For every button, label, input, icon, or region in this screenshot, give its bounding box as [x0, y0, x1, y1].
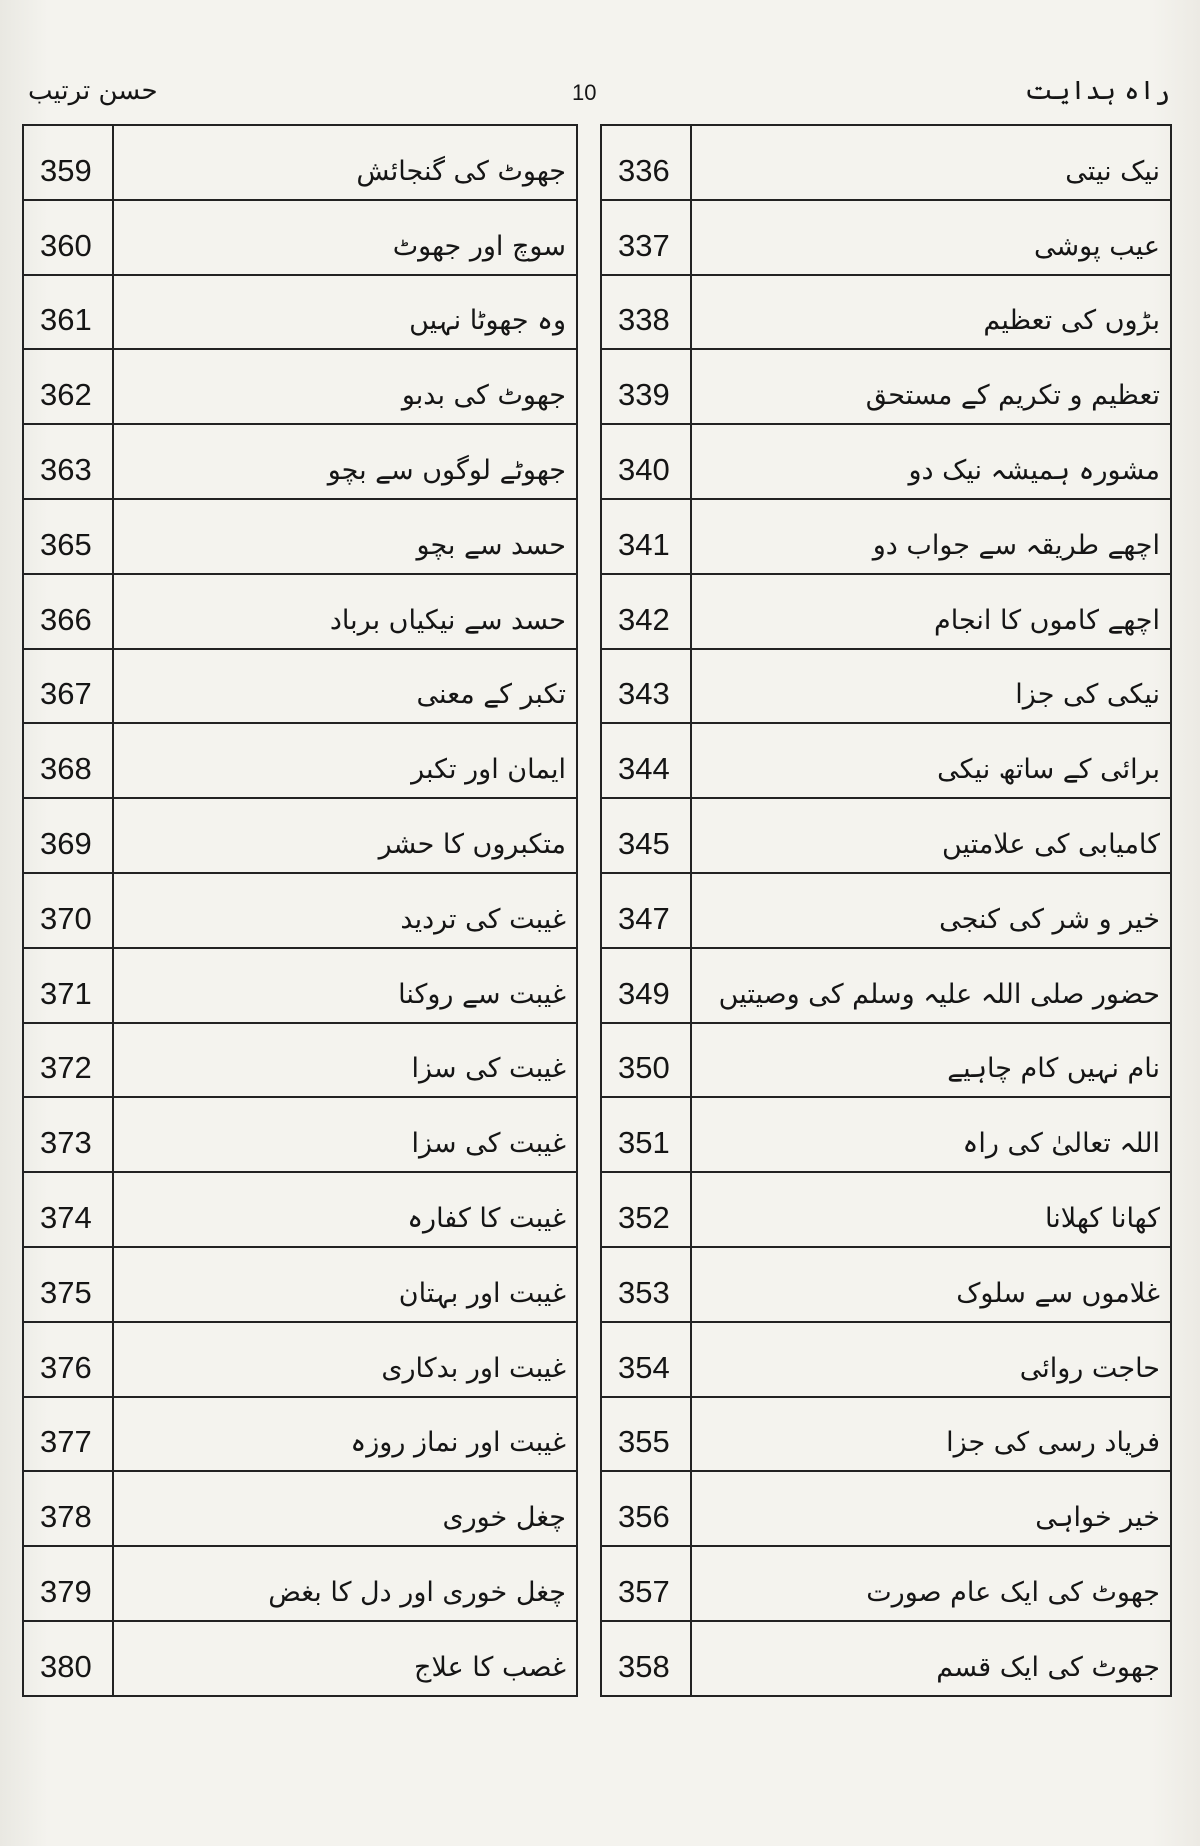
toc-row — [23, 574, 577, 649]
toc-row — [601, 499, 1171, 574]
toc-page-number: 376 — [23, 1322, 113, 1397]
toc-page-number: 358 — [601, 1621, 691, 1696]
toc-entry-title: نیک نیتی — [691, 125, 1171, 200]
toc-row — [601, 798, 1171, 873]
toc-page-number: 371 — [23, 948, 113, 1023]
toc-page-number: 355 — [601, 1397, 691, 1472]
toc-row — [23, 349, 577, 424]
toc-row — [23, 1097, 577, 1172]
toc-entry-title: کامیابی کی علامتیں — [691, 798, 1171, 873]
toc-entry-title: تعظیم و تکریم کے مستحق — [691, 349, 1171, 424]
running-title-left: حسن ترتیب — [28, 76, 158, 106]
toc-entry-title: اللہ تعالیٰ کی راہ — [691, 1097, 1171, 1172]
toc-entry-title: تکبر کے معنی — [113, 649, 577, 724]
toc-page-number: 361 — [23, 275, 113, 350]
toc-page-number: 343 — [601, 649, 691, 724]
toc-page-number: 374 — [23, 1172, 113, 1247]
toc-page-number: 372 — [23, 1023, 113, 1098]
toc-page-number: 360 — [23, 200, 113, 275]
toc-row — [601, 1397, 1171, 1472]
toc-row — [23, 200, 577, 275]
toc-page-number: 340 — [601, 424, 691, 499]
toc-table-left — [22, 124, 578, 1697]
toc-page-number: 336 — [601, 125, 691, 200]
toc-entry-title: چغل خوری — [113, 1471, 577, 1546]
toc-row — [23, 798, 577, 873]
toc-entry-title: فریاد رسی کی جزا — [691, 1397, 1171, 1472]
toc-entry-title: چغل خوری اور دل کا بغض — [113, 1546, 577, 1621]
toc-entry-title: حضور صلی اللہ علیہ وسلم کی وصیتیں — [691, 948, 1171, 1023]
toc-row — [601, 1621, 1171, 1696]
toc-page-number: 341 — [601, 499, 691, 574]
toc-row — [601, 649, 1171, 724]
toc-row — [601, 349, 1171, 424]
toc-page-number: 350 — [601, 1023, 691, 1098]
toc-row — [23, 1546, 577, 1621]
toc-page-number: 373 — [23, 1097, 113, 1172]
toc-entry-title: جھوٹ کی بدبو — [113, 349, 577, 424]
toc-page-number: 356 — [601, 1471, 691, 1546]
toc-page-number: 369 — [23, 798, 113, 873]
toc-row — [601, 1247, 1171, 1322]
toc-row — [23, 1247, 577, 1322]
toc-page-number: 365 — [23, 499, 113, 574]
toc-entry-title: جھوٹ کی ایک قسم — [691, 1621, 1171, 1696]
toc-page-number: 344 — [601, 723, 691, 798]
toc-page-number: 349 — [601, 948, 691, 1023]
toc-row — [23, 1322, 577, 1397]
toc-row — [23, 948, 577, 1023]
toc-page-number: 380 — [23, 1621, 113, 1696]
toc-entry-title: عیب پوشی — [691, 200, 1171, 275]
toc-page-number: 362 — [23, 349, 113, 424]
toc-entry-title: وہ جھوٹا نہیں — [113, 275, 577, 350]
toc-entry-title: نیکی کی جزا — [691, 649, 1171, 724]
toc-page-number: 368 — [23, 723, 113, 798]
toc-row — [23, 499, 577, 574]
toc-row — [23, 1023, 577, 1098]
toc-entry-title: جھوٹ کی گنجائش — [113, 125, 577, 200]
toc-row — [23, 723, 577, 798]
toc-row — [601, 873, 1171, 948]
toc-row — [601, 275, 1171, 350]
toc-row — [23, 1471, 577, 1546]
toc-entry-title: غیبت کی تردید — [113, 873, 577, 948]
toc-row — [23, 1172, 577, 1247]
toc-page-number: 363 — [23, 424, 113, 499]
toc-entry-title: غیبت اور بدکاری — [113, 1322, 577, 1397]
toc-row — [601, 723, 1171, 798]
toc-entry-title: خیر و شر کی کنجی — [691, 873, 1171, 948]
toc-page-number: 354 — [601, 1322, 691, 1397]
toc-entry-title: غیبت اور بہتان — [113, 1247, 577, 1322]
toc-page-number: 353 — [601, 1247, 691, 1322]
toc-row — [601, 424, 1171, 499]
toc-entry-title: برائی کے ساتھ نیکی — [691, 723, 1171, 798]
toc-entry-title: متکبروں کا حشر — [113, 798, 577, 873]
toc-page-number: 357 — [601, 1546, 691, 1621]
toc-page-number: 377 — [23, 1397, 113, 1472]
page-header — [0, 76, 1200, 116]
toc-entry-title: حسد سے بچو — [113, 499, 577, 574]
toc-entry-title: سوچ اور جھوٹ — [113, 200, 577, 275]
toc-row — [601, 574, 1171, 649]
toc-row — [601, 125, 1171, 200]
toc-row — [23, 1621, 577, 1696]
toc-page-number: 375 — [23, 1247, 113, 1322]
toc-entry-title: اچھے طریقہ سے جواب دو — [691, 499, 1171, 574]
toc-row — [601, 1023, 1171, 1098]
toc-table-right — [600, 124, 1172, 1697]
toc-page-number: 359 — [23, 125, 113, 200]
toc-page-number: 347 — [601, 873, 691, 948]
toc-entry-title: غیبت کی سزا — [113, 1097, 577, 1172]
toc-entry-title: مشورہ ہمیشہ نیک دو — [691, 424, 1171, 499]
toc-page-number: 379 — [23, 1546, 113, 1621]
toc-row — [23, 424, 577, 499]
toc-row — [601, 1097, 1171, 1172]
toc-row — [601, 1546, 1171, 1621]
toc-row — [23, 275, 577, 350]
toc-row — [23, 125, 577, 200]
toc-row — [601, 1322, 1171, 1397]
toc-entry-title: جھوٹ کی ایک عام صورت — [691, 1546, 1171, 1621]
toc-page-number: 342 — [601, 574, 691, 649]
toc-entry-title: خیر خواہی — [691, 1471, 1171, 1546]
toc-row — [23, 1397, 577, 1472]
toc-row — [601, 1172, 1171, 1247]
toc-row — [601, 1471, 1171, 1546]
toc-page-number: 352 — [601, 1172, 691, 1247]
toc-entry-title: غلاموں سے سلوک — [691, 1247, 1171, 1322]
toc-entry-title: اچھے کاموں کا انجام — [691, 574, 1171, 649]
toc-page-number: 337 — [601, 200, 691, 275]
toc-page-number: 378 — [23, 1471, 113, 1546]
toc-page-number: 339 — [601, 349, 691, 424]
toc-entry-title: بڑوں کی تعظیم — [691, 275, 1171, 350]
toc-entry-title: حاجت روائی — [691, 1322, 1171, 1397]
toc-entry-title: غیبت کی سزا — [113, 1023, 577, 1098]
toc-entry-title: غیبت اور نماز روزہ — [113, 1397, 577, 1472]
toc-entry-title: کھانا کھلانا — [691, 1172, 1171, 1247]
toc-entry-title: غیبت سے روکنا — [113, 948, 577, 1023]
toc-page-number: 351 — [601, 1097, 691, 1172]
toc-entry-title: نام نہیں کام چاہیے — [691, 1023, 1171, 1098]
toc-row — [601, 948, 1171, 1023]
toc-row — [601, 200, 1171, 275]
page-number: 10 — [572, 80, 597, 105]
toc-entry-title: حسد سے نیکیاں برباد — [113, 574, 577, 649]
toc-page-number: 345 — [601, 798, 691, 873]
running-title-right: راہ ہدایت — [1024, 76, 1170, 106]
toc-page-number: 367 — [23, 649, 113, 724]
toc-entry-title: ایمان اور تکبر — [113, 723, 577, 798]
toc-entry-title: غصب کا علاج — [113, 1621, 577, 1696]
toc-entry-title: جھوٹے لوگوں سے بچو — [113, 424, 577, 499]
toc-page-number: 338 — [601, 275, 691, 350]
toc-page-number: 370 — [23, 873, 113, 948]
toc-row — [23, 873, 577, 948]
toc-row — [23, 649, 577, 724]
toc-page-number: 366 — [23, 574, 113, 649]
toc-entry-title: غیبت کا کفارہ — [113, 1172, 577, 1247]
